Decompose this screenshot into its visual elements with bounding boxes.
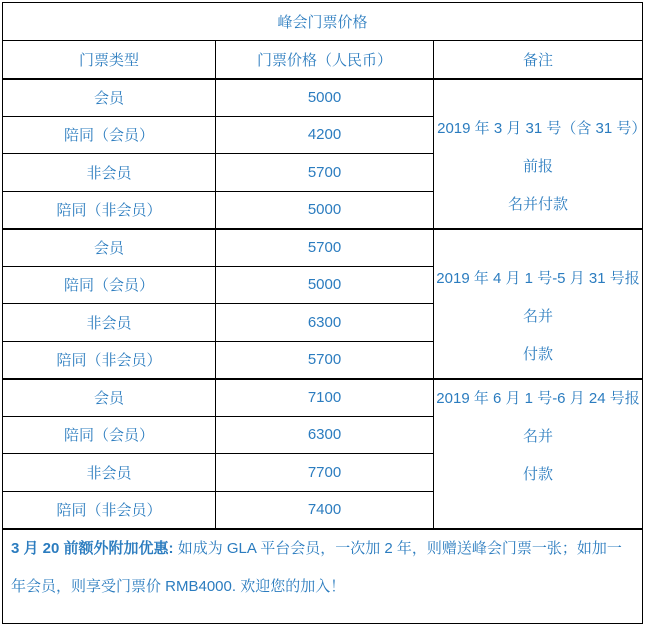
column-header-price: 门票价格（人民币）	[216, 41, 434, 79]
ticket-type-cell: 陪同（会员）	[3, 416, 216, 454]
ticket-type-cell: 会员	[3, 79, 216, 117]
ticket-type-cell: 会员	[3, 379, 216, 417]
note-cell	[434, 79, 643, 229]
footer-note-label: 3 月 20 前额外附加优惠:	[11, 539, 174, 557]
ticket-type-cell: 陪同（非会员）	[3, 491, 216, 529]
ticket-type-cell: 非会员	[3, 154, 216, 192]
ticket-type-cell: 非会员	[3, 454, 216, 492]
column-header-note: 备注	[434, 41, 643, 79]
note-line: 2019 年 3 月 31 号（含 31 号）前报	[437, 119, 639, 175]
note-line: 付款	[523, 465, 554, 483]
title-row	[3, 3, 643, 41]
ticket-type-cell: 陪同（会员）	[3, 116, 216, 154]
ticket-type-cell: 会员	[3, 229, 216, 267]
ticket-type-cell: 陪同（非会员）	[3, 341, 216, 379]
price-cell: 5700	[216, 341, 434, 379]
note-line: 2019 年 4 月 1 号-5 月 31 号报名并	[436, 269, 640, 325]
note-line: 2019 年 6 月 1 号-6 月 24 号报名并	[436, 389, 640, 445]
table-title: 峰会门票价格	[3, 3, 643, 41]
footer-note	[3, 529, 643, 624]
note-cell	[434, 379, 643, 529]
note-line: 付款	[523, 345, 554, 363]
ticket-type-cell: 非会员	[3, 304, 216, 342]
price-cell: 5000	[216, 191, 434, 229]
price-cell: 6300	[216, 304, 434, 342]
price-cell: 5000	[216, 266, 434, 304]
price-cell: 7400	[216, 491, 434, 529]
table-row	[3, 229, 643, 267]
table-row	[3, 379, 643, 417]
price-cell: 5000	[216, 79, 434, 117]
note-cell	[434, 229, 643, 379]
summit-ticket-price-table	[2, 2, 643, 624]
price-cell: 7100	[216, 379, 434, 417]
ticket-type-cell: 陪同（会员）	[3, 266, 216, 304]
column-header-ticket-type: 门票类型	[3, 41, 216, 79]
price-cell: 5700	[216, 154, 434, 192]
price-cell: 4200	[216, 116, 434, 154]
price-cell: 5700	[216, 229, 434, 267]
price-cell: 6300	[216, 416, 434, 454]
footer-note-text: 如成为 GLA 平台会员，一次加 2 年，则赠送峰会门票一张；如加一年会员，则享受门票价 RMB4000. 欢迎您的加入！	[11, 539, 622, 595]
ticket-type-cell: 陪同（非会员）	[3, 191, 216, 229]
note-line: 名并付款	[508, 195, 569, 213]
price-cell: 7700	[216, 454, 434, 492]
header-row	[3, 41, 643, 79]
footer-row	[3, 529, 643, 624]
table-row	[3, 79, 643, 117]
